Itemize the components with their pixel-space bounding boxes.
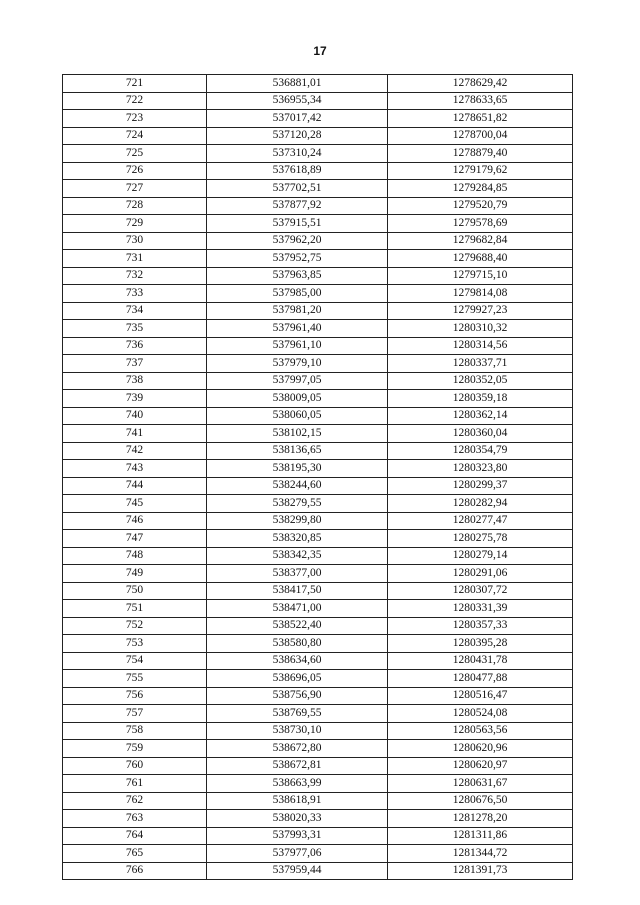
y-coordinate-cell: 1280395,28 <box>388 635 573 653</box>
point-number-cell: 739 <box>63 390 207 408</box>
point-number-cell: 761 <box>63 775 207 793</box>
table-row <box>63 845 573 863</box>
table-row <box>63 582 573 600</box>
y-coordinate-cell: 1280275,78 <box>388 530 573 548</box>
point-number-cell: 759 <box>63 740 207 758</box>
point-number-cell: 746 <box>63 512 207 530</box>
y-coordinate-cell: 1280620,96 <box>388 740 573 758</box>
point-number-cell: 724 <box>63 127 207 145</box>
y-coordinate-cell: 1280620,97 <box>388 757 573 775</box>
x-coordinate-cell: 537915,51 <box>207 215 388 233</box>
y-coordinate-cell: 1280291,06 <box>388 565 573 583</box>
point-number-cell: 747 <box>63 530 207 548</box>
x-coordinate-cell: 537979,10 <box>207 355 388 373</box>
y-coordinate-cell: 1280282,94 <box>388 495 573 513</box>
point-number-cell: 728 <box>63 197 207 215</box>
point-number-cell: 733 <box>63 285 207 303</box>
y-coordinate-cell: 1280360,04 <box>388 425 573 443</box>
y-coordinate-cell: 1278879,40 <box>388 145 573 163</box>
table-row <box>63 425 573 443</box>
table-row <box>63 792 573 810</box>
y-coordinate-cell: 1280337,71 <box>388 355 573 373</box>
y-coordinate-cell: 1281278,20 <box>388 810 573 828</box>
x-coordinate-cell: 538060,05 <box>207 407 388 425</box>
table-row <box>63 775 573 793</box>
y-coordinate-cell: 1280524,08 <box>388 705 573 723</box>
point-number-cell: 766 <box>63 862 207 880</box>
y-coordinate-cell: 1279688,40 <box>388 250 573 268</box>
point-number-cell: 729 <box>63 215 207 233</box>
point-number-cell: 756 <box>63 687 207 705</box>
point-number-cell: 734 <box>63 302 207 320</box>
point-number-cell: 727 <box>63 180 207 198</box>
point-number-cell: 725 <box>63 145 207 163</box>
x-coordinate-cell: 538672,80 <box>207 740 388 758</box>
x-coordinate-cell: 537981,20 <box>207 302 388 320</box>
table-row <box>63 460 573 478</box>
x-coordinate-cell: 538279,55 <box>207 495 388 513</box>
y-coordinate-cell: 1280516,47 <box>388 687 573 705</box>
point-number-cell: 754 <box>63 652 207 670</box>
point-number-cell: 751 <box>63 600 207 618</box>
point-number-cell: 737 <box>63 355 207 373</box>
y-coordinate-cell: 1281344,72 <box>388 845 573 863</box>
coordinates-table <box>62 74 573 880</box>
y-coordinate-cell: 1278633,65 <box>388 92 573 110</box>
table-row <box>63 162 573 180</box>
x-coordinate-cell: 537310,24 <box>207 145 388 163</box>
table-row <box>63 617 573 635</box>
y-coordinate-cell: 1280307,72 <box>388 582 573 600</box>
table-row <box>63 757 573 775</box>
table-row <box>63 180 573 198</box>
y-coordinate-cell: 1280357,33 <box>388 617 573 635</box>
x-coordinate-cell: 538618,91 <box>207 792 388 810</box>
point-number-cell: 748 <box>63 547 207 565</box>
y-coordinate-cell: 1281391,73 <box>388 862 573 880</box>
x-coordinate-cell: 537618,89 <box>207 162 388 180</box>
x-coordinate-cell: 538696,05 <box>207 670 388 688</box>
point-number-cell: 764 <box>63 827 207 845</box>
page-number: 17 <box>313 44 327 58</box>
point-number-cell: 731 <box>63 250 207 268</box>
x-coordinate-cell: 536955,34 <box>207 92 388 110</box>
table-row <box>63 197 573 215</box>
table-row <box>63 565 573 583</box>
y-coordinate-cell: 1279179,62 <box>388 162 573 180</box>
table-row <box>63 512 573 530</box>
point-number-cell: 743 <box>63 460 207 478</box>
table-row <box>63 285 573 303</box>
table-row <box>63 320 573 338</box>
x-coordinate-cell: 537120,28 <box>207 127 388 145</box>
table-row <box>63 110 573 128</box>
x-coordinate-cell: 537017,42 <box>207 110 388 128</box>
point-number-cell: 740 <box>63 407 207 425</box>
x-coordinate-cell: 538244,60 <box>207 477 388 495</box>
y-coordinate-cell: 1279682,84 <box>388 232 573 250</box>
table-row <box>63 495 573 513</box>
x-coordinate-cell: 538377,00 <box>207 565 388 583</box>
x-coordinate-cell: 537993,31 <box>207 827 388 845</box>
x-coordinate-cell: 538471,00 <box>207 600 388 618</box>
table-row <box>63 390 573 408</box>
y-coordinate-cell: 1278700,04 <box>388 127 573 145</box>
y-coordinate-cell: 1279927,23 <box>388 302 573 320</box>
point-number-cell: 763 <box>63 810 207 828</box>
x-coordinate-cell: 537952,75 <box>207 250 388 268</box>
y-coordinate-cell: 1280310,32 <box>388 320 573 338</box>
x-coordinate-cell: 537997,05 <box>207 372 388 390</box>
y-coordinate-cell: 1280299,37 <box>388 477 573 495</box>
table-row <box>63 547 573 565</box>
point-number-cell: 749 <box>63 565 207 583</box>
point-number-cell: 753 <box>63 635 207 653</box>
x-coordinate-cell: 537877,92 <box>207 197 388 215</box>
x-coordinate-cell: 537977,06 <box>207 845 388 863</box>
x-coordinate-cell: 538769,55 <box>207 705 388 723</box>
x-coordinate-cell: 538417,50 <box>207 582 388 600</box>
point-number-cell: 732 <box>63 267 207 285</box>
y-coordinate-cell: 1279814,08 <box>388 285 573 303</box>
x-coordinate-cell: 538020,33 <box>207 810 388 828</box>
y-coordinate-cell: 1280323,80 <box>388 460 573 478</box>
point-number-cell: 726 <box>63 162 207 180</box>
point-number-cell: 742 <box>63 442 207 460</box>
x-coordinate-cell: 538009,05 <box>207 390 388 408</box>
x-coordinate-cell: 538756,90 <box>207 687 388 705</box>
table-row <box>63 530 573 548</box>
y-coordinate-cell: 1280354,79 <box>388 442 573 460</box>
x-coordinate-cell: 537985,00 <box>207 285 388 303</box>
y-coordinate-cell: 1280563,56 <box>388 722 573 740</box>
x-coordinate-cell: 537702,51 <box>207 180 388 198</box>
x-coordinate-cell: 538672,81 <box>207 757 388 775</box>
point-number-cell: 745 <box>63 495 207 513</box>
x-coordinate-cell: 538730,10 <box>207 722 388 740</box>
y-coordinate-cell: 1280362,14 <box>388 407 573 425</box>
table-row <box>63 477 573 495</box>
table-row <box>63 862 573 880</box>
y-coordinate-cell: 1280676,50 <box>388 792 573 810</box>
x-coordinate-cell: 537961,10 <box>207 337 388 355</box>
table-row <box>63 92 573 110</box>
table-row <box>63 407 573 425</box>
point-number-cell: 722 <box>63 92 207 110</box>
table-row <box>63 75 573 93</box>
point-number-cell: 755 <box>63 670 207 688</box>
table-row <box>63 232 573 250</box>
point-number-cell: 758 <box>63 722 207 740</box>
x-coordinate-cell: 537961,40 <box>207 320 388 338</box>
table-row <box>63 740 573 758</box>
y-coordinate-cell: 1281311,86 <box>388 827 573 845</box>
point-number-cell: 730 <box>63 232 207 250</box>
x-coordinate-cell: 538634,60 <box>207 652 388 670</box>
y-coordinate-cell: 1280477,88 <box>388 670 573 688</box>
point-number-cell: 736 <box>63 337 207 355</box>
table-row <box>63 127 573 145</box>
x-coordinate-cell: 538320,85 <box>207 530 388 548</box>
y-coordinate-cell: 1279715,10 <box>388 267 573 285</box>
table-row <box>63 670 573 688</box>
x-coordinate-cell: 538299,80 <box>207 512 388 530</box>
y-coordinate-cell: 1280431,78 <box>388 652 573 670</box>
point-number-cell: 735 <box>63 320 207 338</box>
x-coordinate-cell: 538136,65 <box>207 442 388 460</box>
x-coordinate-cell: 538522,40 <box>207 617 388 635</box>
y-coordinate-cell: 1280631,67 <box>388 775 573 793</box>
y-coordinate-cell: 1280277,47 <box>388 512 573 530</box>
table-row <box>63 635 573 653</box>
y-coordinate-cell: 1279520,79 <box>388 197 573 215</box>
table-row <box>63 827 573 845</box>
table-row <box>63 442 573 460</box>
y-coordinate-cell: 1280314,56 <box>388 337 573 355</box>
table-row <box>63 687 573 705</box>
table-row <box>63 705 573 723</box>
y-coordinate-cell: 1279284,85 <box>388 180 573 198</box>
point-number-cell: 757 <box>63 705 207 723</box>
table-row <box>63 652 573 670</box>
y-coordinate-cell: 1280352,05 <box>388 372 573 390</box>
table-row <box>63 250 573 268</box>
x-coordinate-cell: 537962,20 <box>207 232 388 250</box>
y-coordinate-cell: 1279578,69 <box>388 215 573 233</box>
point-number-cell: 762 <box>63 792 207 810</box>
x-coordinate-cell: 538342,35 <box>207 547 388 565</box>
x-coordinate-cell: 538102,15 <box>207 425 388 443</box>
x-coordinate-cell: 538663,99 <box>207 775 388 793</box>
table-row <box>63 355 573 373</box>
y-coordinate-cell: 1278651,82 <box>388 110 573 128</box>
point-number-cell: 721 <box>63 75 207 93</box>
table-row <box>63 302 573 320</box>
table-row <box>63 600 573 618</box>
x-coordinate-cell: 538195,30 <box>207 460 388 478</box>
point-number-cell: 752 <box>63 617 207 635</box>
x-coordinate-cell: 538580,80 <box>207 635 388 653</box>
table-row <box>63 145 573 163</box>
point-number-cell: 760 <box>63 757 207 775</box>
point-number-cell: 741 <box>63 425 207 443</box>
y-coordinate-cell: 1278629,42 <box>388 75 573 93</box>
y-coordinate-cell: 1280331,39 <box>388 600 573 618</box>
point-number-cell: 750 <box>63 582 207 600</box>
point-number-cell: 765 <box>63 845 207 863</box>
table-row <box>63 372 573 390</box>
table-row <box>63 337 573 355</box>
x-coordinate-cell: 537959,44 <box>207 862 388 880</box>
point-number-cell: 744 <box>63 477 207 495</box>
table-row <box>63 215 573 233</box>
x-coordinate-cell: 536881,01 <box>207 75 388 93</box>
y-coordinate-cell: 1280359,18 <box>388 390 573 408</box>
table-row <box>63 722 573 740</box>
point-number-cell: 738 <box>63 372 207 390</box>
coordinates-table-body <box>63 75 573 880</box>
table-row <box>63 267 573 285</box>
table-row <box>63 810 573 828</box>
x-coordinate-cell: 537963,85 <box>207 267 388 285</box>
point-number-cell: 723 <box>63 110 207 128</box>
y-coordinate-cell: 1280279,14 <box>388 547 573 565</box>
